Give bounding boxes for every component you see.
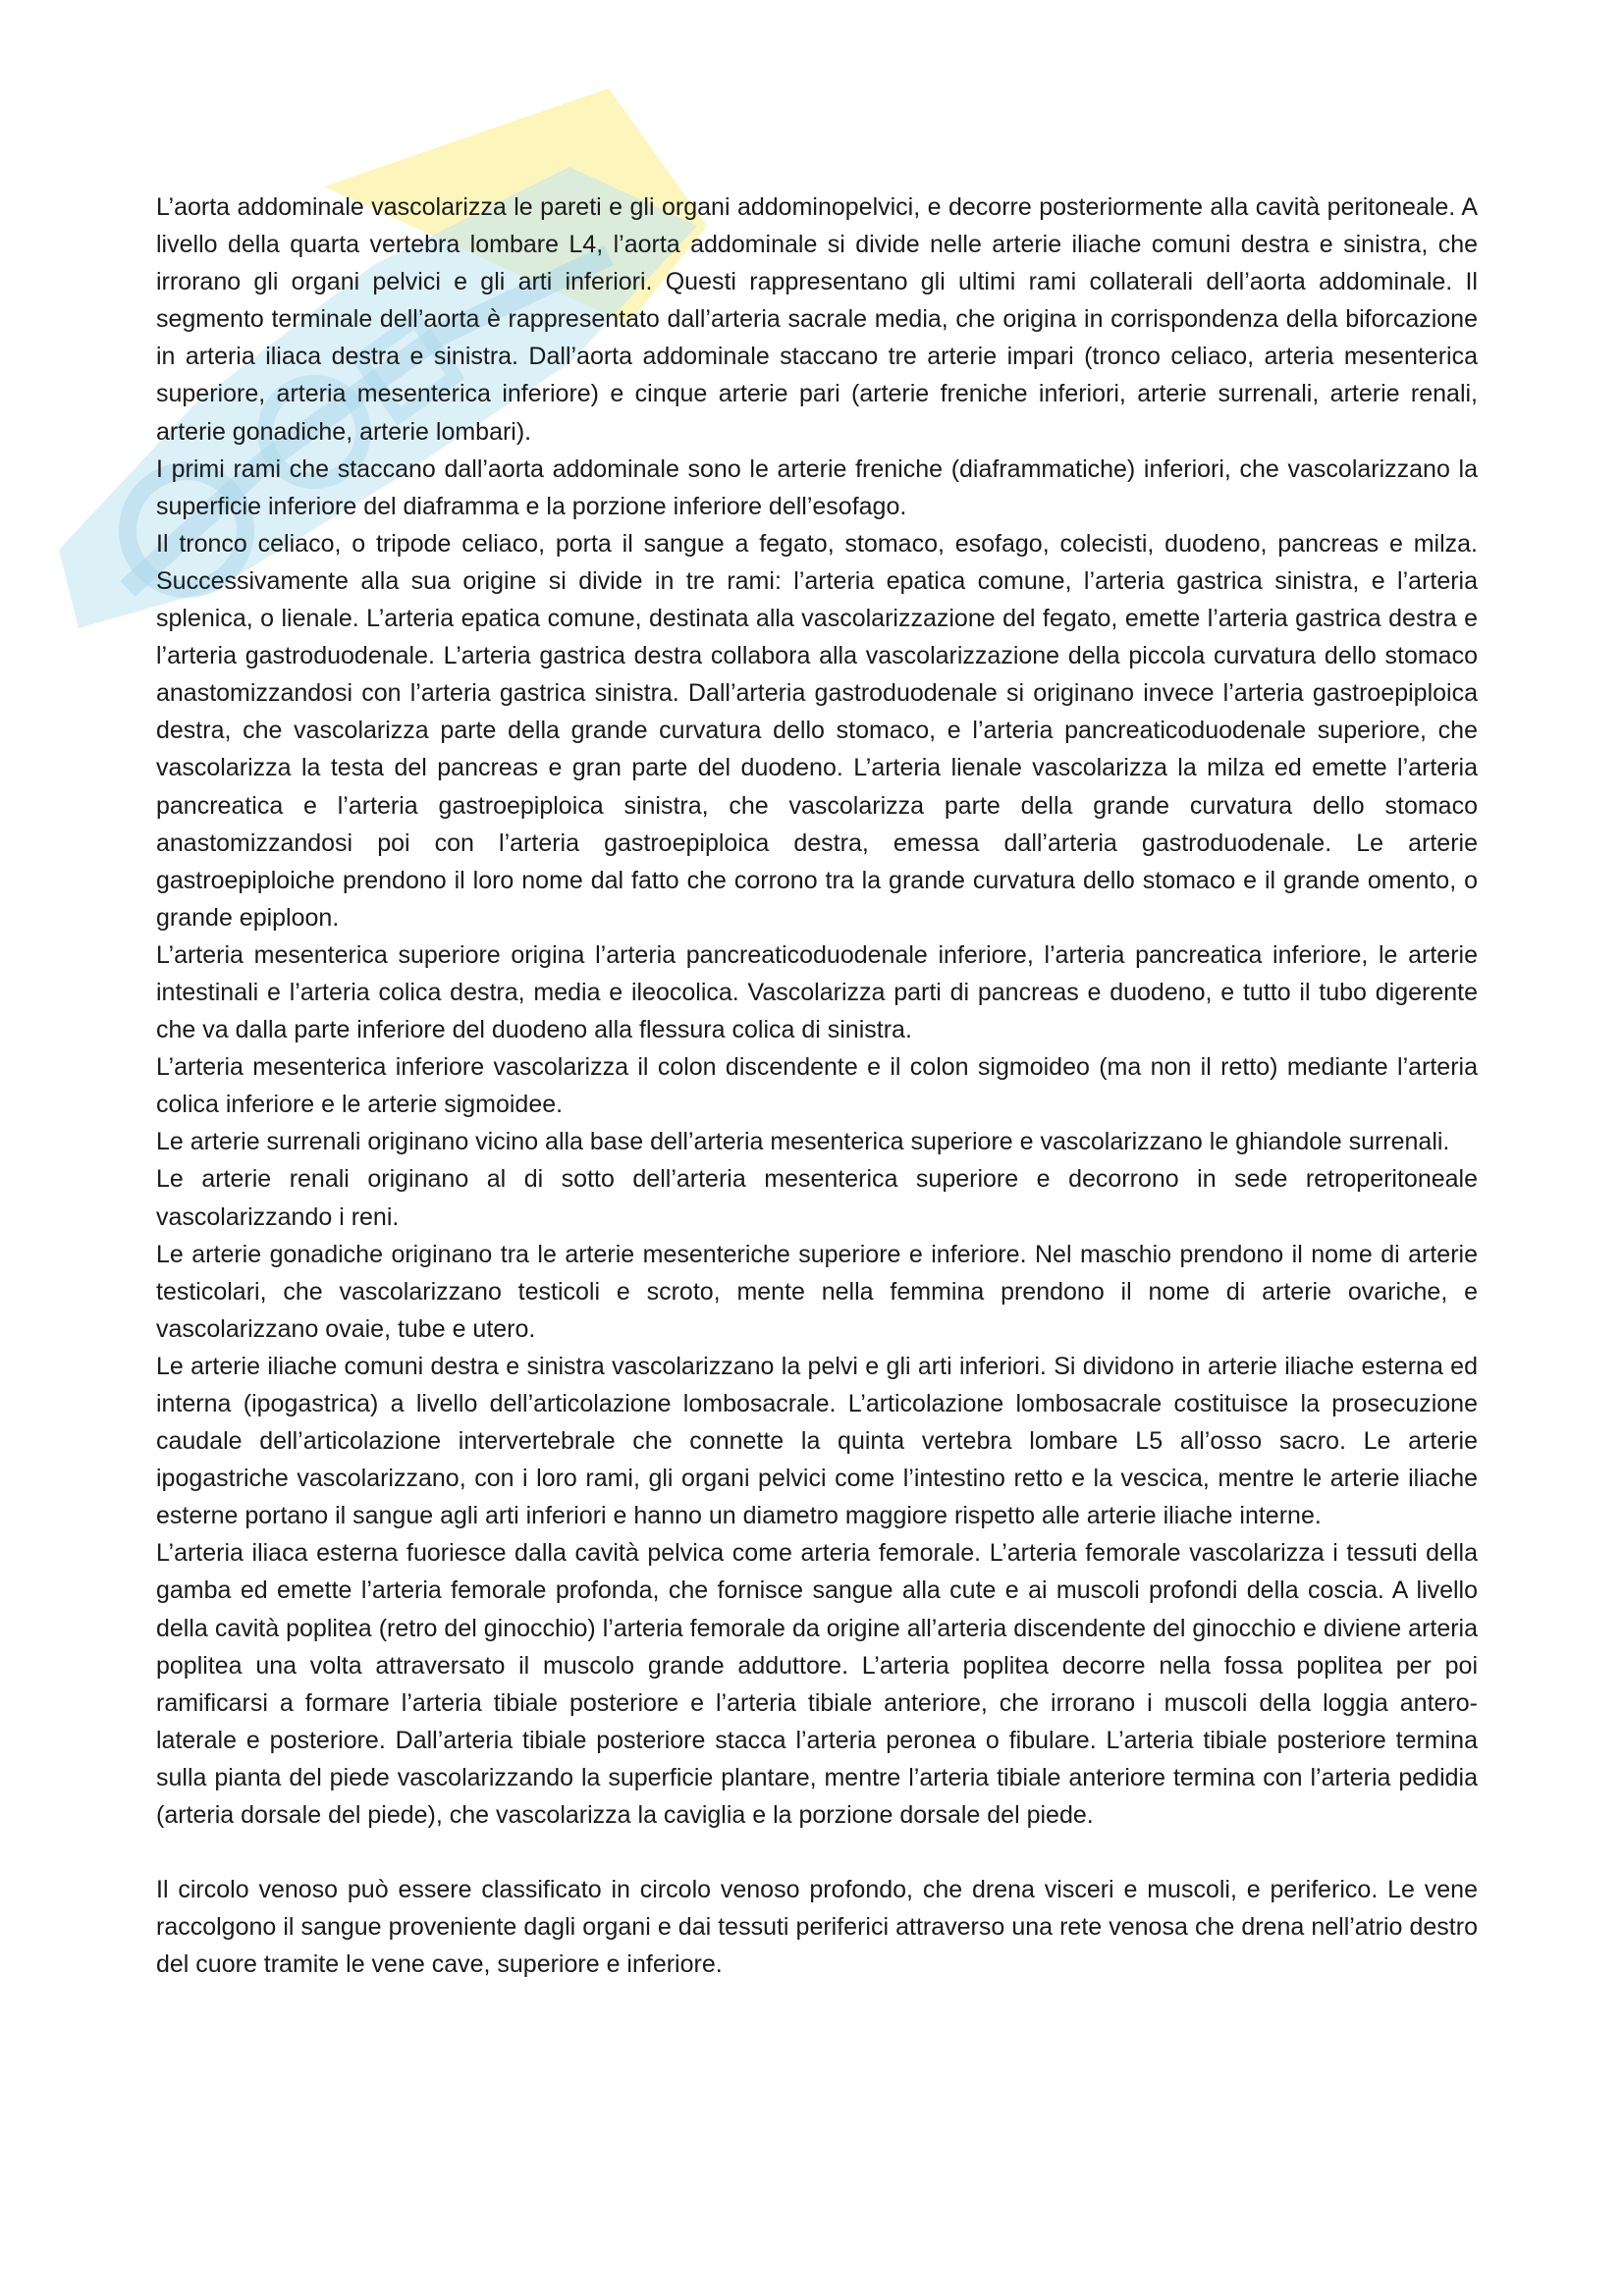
document-body bbox=[156, 188, 1478, 1983]
paragraph-aorta-addominale: L’aorta addominale vascolarizza le pareti e gli organi addominopelvici, e decorre posteriormente alla cavità peritoneale. A livello della quarta vertebra lombare L4, l’aorta addominale si divide nelle arterie iliache comuni destra e sinistra, che irrorano gli organi pelvici e gli arti inferiori. Questi rappresentano gli ultimi rami collaterali dell’aorta addominale. Il segmento terminale dell’aorta è rappresentato dall’arteria sacrale media, che origina in corrispondenza della biforcazione in arteria iliaca destra e sinistra. Dall’aorta addominale staccano tre arterie impari (tronco celiaco, arteria mesenterica superiore, arteria mesenterica inferiore) e cinque arterie pari (arterie freniche inferiori, arterie surrenali, arterie renali, arterie gonadiche, arterie lombari). bbox=[156, 193, 1478, 446]
paragraph-arteria-femorale: L’arteria iliaca esterna fuoriesce dalla cavità pelvica come arteria femorale. L’arteria femorale vascolarizza i tessuti della gamba ed emette l’arteria femorale profonda, che fornisce sangue alla cute e ai muscoli profondi della coscia. A livello della cavità poplitea (retro del ginocchio) l’arteria femorale da origine all’arteria discendente del ginocchio e diviene arteria poplitea una volta attraversato il muscolo grande adduttore. L’arteria poplitea decorre nella fossa poplitea per poi ramificarsi a formare l’arteria tibiale posteriore e l’arteria tibiale anteriore, che irrorano i muscoli della loggia antero-laterale e posteriore. Dall’arteria tibiale posteriore stacca l’arteria peronea o fibulare. L’arteria tibiale posteriore termina sulla pianta del piede vascolarizzando la superficie plantare, mentre l’arteria tibiale anteriore termina con l’arteria pedidia (arteria dorsale del piede), che vascolarizza la caviglia e la porzione dorsale del piede. bbox=[156, 1539, 1478, 1830]
paragraph-tronco-celiaco: Il tronco celiaco, o tripode celiaco, porta il sangue a fegato, stomaco, esofago, colecisti, duodeno, pancreas e milza. Successivamente alla sua origine si divide in tre rami: l’arteria epatica comune, l’arteria gastrica sinistra, e l’arteria splenica, o lienale. L’arteria epatica comune, destinata alla vascolarizzazione del fegato, emette l’arteria gastrica destra e l’arteria gastroduodenale. L’arteria gastrica destra collabora alla vascolarizzazione della piccola curvatura dello stomaco anastomizzandosi con l’arteria gastrica sinistra. Dall’arteria gastroduodenale si originano invece l’arteria gastroepiploica destra, che vascolarizza parte della grande curvatura dello stomaco, e l’arteria pancreaticoduodenale superiore, che vascolarizza la testa del pancreas e gran parte del duodeno. L’arteria lienale vascolarizza la milza ed emette l’arteria pancreatica e l’arteria gastroepiploica sinistra, che vascolarizza parte della grande curvatura dello stomaco anastomizzandosi poi con l’arteria gastroepiploica destra, emessa dall’arteria gastroduodenale. Le arterie gastroepiploiche prendono il loro nome dal fatto che corrono tra la grande curvatura dello stomaco e il grande omento, o grande epiploon. bbox=[156, 529, 1478, 932]
paragraph-mesenterica-inferiore: L’arteria mesenterica inferiore vascolarizza il colon discendente e il colon sigmoideo (ma non il retto) mediante l’arteria colica inferiore e le arterie sigmoidee. bbox=[156, 1053, 1478, 1119]
paragraph-arterie-renali: Le arterie renali originano al di sotto dell’arteria mesenterica superiore e decorrono in sede retroperitoneale vascolarizzando i reni. bbox=[156, 1165, 1478, 1231]
paragraph-circolo-venoso: Il circolo venoso può essere classificato in circolo venoso profondo, che drena visceri e muscoli, e periferico. Le vene raccolgono il sangue proveniente dagli organi e dai tessuti periferici attraverso una rete venosa che drena nell’atrio destro del cuore tramite le vene cave, superiore e inferiore. bbox=[156, 1876, 1478, 1979]
paragraph-mesenterica-superiore: L’arteria mesenterica superiore origina l’arteria pancreaticoduodenale inferiore, l’arteria pancreatica inferiore, le arterie intestinali e l’arteria colica destra, media e ileocolica. Vascolarizza parti di pancreas e duodeno, e tutto il tubo digerente che va dalla parte inferiore del duodeno alla flessura colica di sinistra. bbox=[156, 940, 1478, 1044]
paragraph-arterie-gonadiche: Le arterie gonadiche originano tra le arterie mesenteriche superiore e inferiore. Nel maschio prendono il nome di arterie testicolari, che vascolarizzano testicoli e scroto, mente nella femmina prendono il nome di arterie ovariche, e vascolarizzano ovaie, tube e utero. bbox=[156, 1240, 1478, 1343]
paragraph-arterie-iliache: Le arterie iliache comuni destra e sinistra vascolarizzano la pelvi e gli arti inferiori. Si dividono in arterie iliache esterna ed interna (ipogastrica) a livello dell’articolazione lombosacrale. L’articolazione lombosacrale costituisce la prosecuzione caudale dell’articolazione intervertebrale che connette la quinta vertebra lombare L5 all’osso sacro. Le arterie ipogastriche vascolarizzano, con i loro rami, gli organi pelvici come l’intestino retto e la vescica, mentre le arterie iliache esterne portano il sangue agli arti inferiori e hanno un diametro maggiore rispetto alle arterie iliache interne. bbox=[156, 1352, 1478, 1530]
paragraph-arterie-freniche: I primi rami che staccano dall’aorta addominale sono le arterie freniche (diaframmatiche) inferiori, che vascolarizzano la superficie inferiore del diaframma e la porzione inferiore dell’esofago. bbox=[156, 454, 1478, 520]
paragraph-arterie-surrenali: Le arterie surrenali originano vicino alla base dell’arteria mesenterica superiore e vascolarizzano le ghiandole surrenali. bbox=[156, 1128, 1450, 1156]
